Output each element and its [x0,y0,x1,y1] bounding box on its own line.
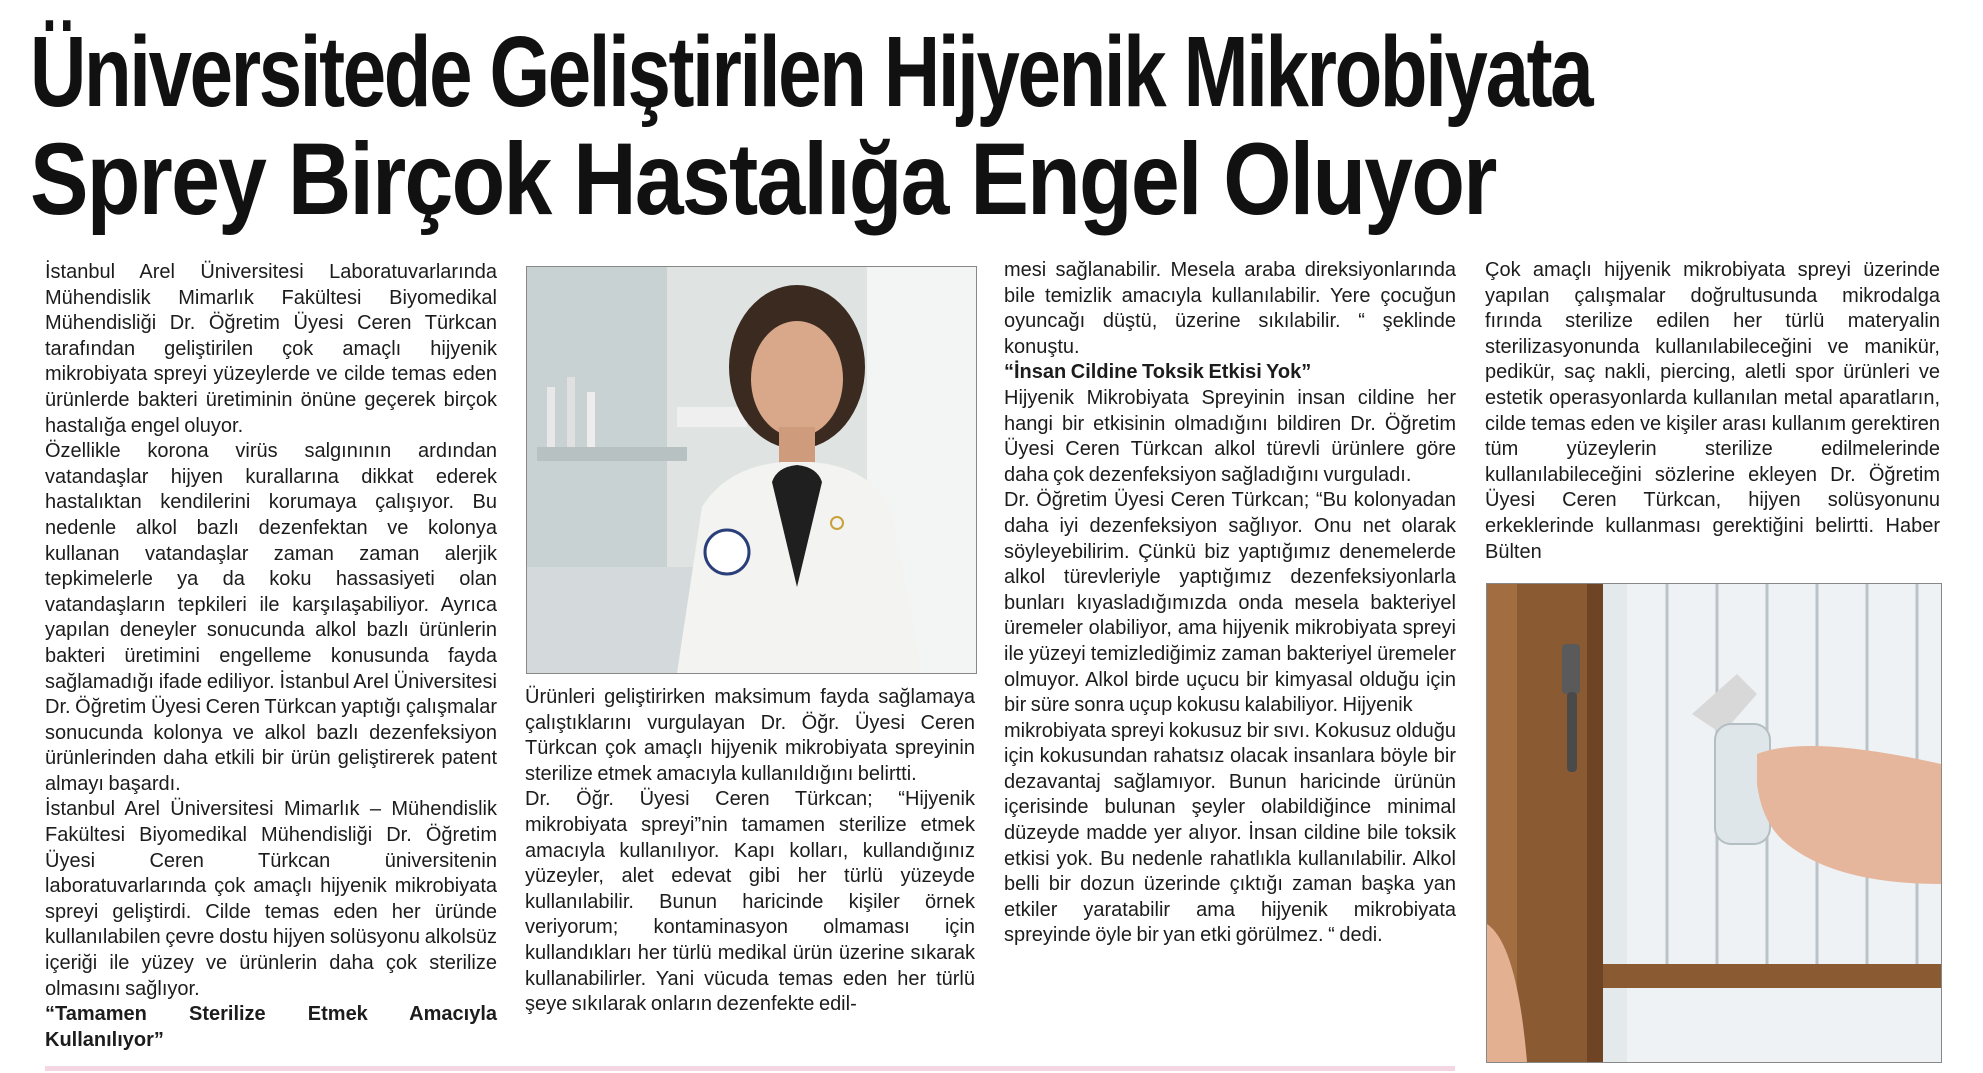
paragraph: Dr. Öğretim Üyesi Ceren Türkcan; “Bu kolonyadan daha iyi dezenfeksiyon sağlıyor. Onu net olarak söyleyebilirim. Çünkü biz yaptığımız denemelerde alkol türevleriyle yaptığımız dezenfeksiyonlarla bunları kıyasladığımızda onda mesela bakteriyel üremeler olabiliyor, ama hijyenik mikrobiyata spreyi ile yüzeyi temizlediğimiz zaman bakteriyel üremeler olmuyor. Alkol birde uçucu bir kimyasal olduğu için bir süre sonra uçup kokusu kalabiliyor. Hijyenik [1004,489,1456,717]
paragraph: mesi sağlanabilir. Mesela araba direksiyonlarında bile temizlik amacıyla kullanılabilir. Yere çocuğun oyuncağı düştü, üzerine sıkılabilir. “ şeklinde konuştu. [1004,259,1456,358]
paragraph: Dr. Öğr. Üyesi Ceren Türkcan; “Hijyenik mikrobiyata spreyi”nin tamamen sterilize etmek amacıyla kullanılıyor. Kapı kolları, kullandığınız yüzeyler, alet edevat gibi her türlü yüzeyde kullanılabilir. Bunun haricinde kişiler örnek veriyorum; kontaminasyon olmaması için kullandıkları her türlü medikal ürün üzerine sıkarak kullanabilirler. Yani vücuda temas eden her türlü şeye sıkılarak onların dezenfekte edil- [525,788,975,1016]
paragraph: İstanbul Arel Üniversitesi Mimarlık – Mühendislik Fakültesi Biyomedikal Mühendisliği Dr. Öğretim Üyesi Ceren Türkcan üniversitenin laboratuvarlarında çok amaçlı hijyenik mikrobiyata spreyi geliştirdi. Cilde temas eden her üründe kullanılabilen çevre dostu hijyen solüsyonu alkolsüz içeriği ile yüzey ve ürünlerin daha çok sterilize olmasını sağlıyor. [45,798,497,1000]
paragraph: mikrobiyata spreyi kokusuz bir sıvı. Kokusuz olduğu için kokusundan rahatsız olacak insanlara böyle bir dezavantaj sağlamıyor. Bunun haricinde ürünün içerisinde bulunan şeyler olabildiğince minimal düzeyde madde yer alıyor. İnsan cildine bile toksik etkisi yok. Bu nedenle rahatlıkla kullanılabilir. Alkol belli bir dozun üzerinde çıktığı zaman başka yan etkiler yaratabilir ama hijyenik mikrobiyata spreyinde öyle bir yan etki görülmez. “ dedi. [1004,719,1456,947]
spray-illustration [1487,584,1941,1062]
headline-line-2: Sprey Birçok Hastalığa Engel Oluyor [30,122,1496,236]
article-column-4 [1485,258,1940,565]
subheading: “Tamamen Sterilize Etmek Amacıyla Kullanılıyor” [45,1003,497,1051]
paragraph: Ürünleri geliştirirken maksimum fayda sağlamaya çalıştıklarını vurgulayan Dr. Öğr. Üyesi Ceren Türkcan çok amaçlı hijyenik mikrobiyata spreyinin sterilize etmek amacıyla kullanıldığını belirtti. [525,686,975,785]
paragraph: Çok amaçlı hijyenik mikrobiyata spreyi üzerinde yapılan çalışmalar doğrultusunda mikrodalga fırında sterilize edilen her türlü materyalin sterilizasyonunda kullanılabileceğini ve manikür, pedikür, saç nakli, piercing, aletli spor ürünleri ve estetik operasyonlarda kullanılan metal aparatların, cilde temas eden ve kişiler arası kullanım gerektiren tüm yüzeylerin sterilize edilmelerinde kullanılabileceğini sözlerine ekleyen Dr. Öğretim Üyesi Ceren Türkcan, hijyen solüsyonunu erkeklerinde kullanması gerektiğini belirtti. Haber Bülten [1485,259,1940,563]
paragraph: Hijyenik Mikrobiyata Spreyinin insan cildine her hangi bir etkisinin olmadığını bildiren Dr. Öğretim Üyesi Ceren Türkcan alkol türevli ürünlere göre daha çok dezenfeksiyon sağladığını vurguladı. [1004,386,1456,486]
paragraph: Özellikle korona virüs salgınının ardından vatandaşlar hijyen kurallarına dikkat ederek hastalıktan kendilerini korumaya çalışıyor. Bu nedenle alkol bazlı dezenfektan ve kolonya kullanan vatandaşlar zaman zaman alerjik tepkimelerle ya da koku hassasiyeti olan vatandaşların tepkileri ile karşılaşabiliyor. Ayrıca yapılan deneyler sonucunda alkol bazlı ürünlerin bakteri üretimini engelleme konusunda fayda sağlamadığı ifade ediliyor. İstanbul Arel Üniversitesi Dr. Öğretim Üyesi Ceren Türkcan yaptığı çalışmalar sonucunda kolonya ve alkol bazlı dezenfeksiyon ürünlerinden daha etkili bir ürün geliştirerek patent almayı başardı. [45,440,497,795]
paragraph: İstanbul Arel Üniversitesi Laboratuvarlarında Mühendislik Mimarlık Fakültesi Biyomedikal Mühendisliği Dr. Öğretim Üyesi Ceren Türkcan tarafından geliştirilen çok amaçlı hijyenik mikrobiyata spreyi yüzeylerde ve cilde temas eden ürünlerde bakteri üretiminin önüne geçerek birçok hastalığa engel oluyor. [45,261,497,437]
article-column-3 [1004,258,1456,949]
portrait-illustration [527,267,976,673]
article-column-1 [45,260,497,1053]
portrait-photo [526,266,977,674]
headline-line-1: Üniversitede Geliştirilen Hijyenik Mikrobiyata [30,16,1592,128]
spray-photo [1486,583,1942,1063]
bottom-divider [45,1066,1455,1071]
article-column-2 [525,685,975,1018]
subheading: “İnsan Cildine Toksik Etkisi Yok” [1004,361,1312,384]
